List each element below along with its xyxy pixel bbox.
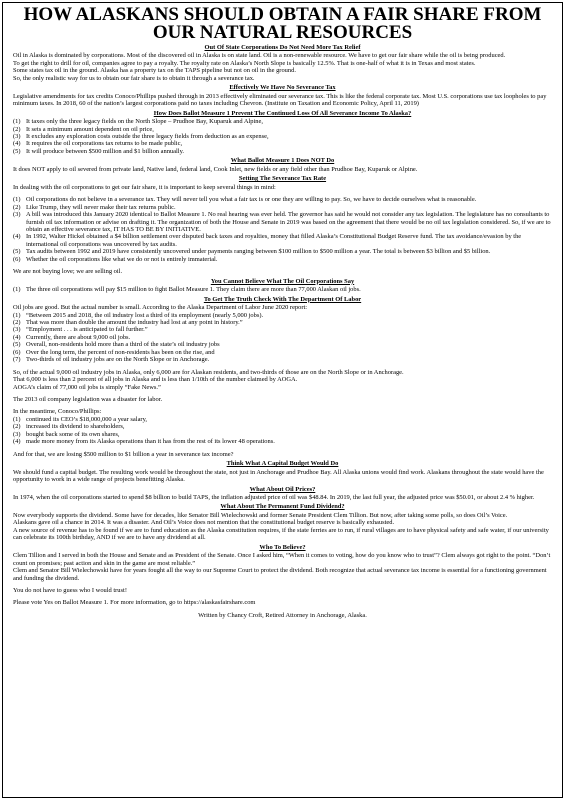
paragraph: So, the only realistic way for us to obtain our fair share is to obtain it through a severance tax. [13,74,255,82]
paragraph: AOGA’s claim of 77,000 oil jobs is simply “Fake News.” [13,383,161,391]
paragraph: So, of the actual 9,000 oil industry jobs in Alaska, only 6,000 are for Alaskan residents, and two-thirds of those are on the North Slope or in Anchorage. [13,368,404,376]
paragraph: To get the right to drill for oil, companies agree to pay a royalty. The royalty rate on Alaska’s North Slope is basically 12.5%. That is one-half of what it is in Texas and most states. [13,59,476,67]
numbered-list [13,286,552,293]
numbered-list [13,118,552,155]
paragraph: Legislative amendments for tax credits Conoco/Phillips pushed through in 2013 effectively eliminated our severance tax. This is like the federal corporate tax. Most U.S. corporations use tax loopholes to pay minimum taxes. In 2018, 60 of the nation’s largest corporations paid no taxes including Chevron. (Institute on Taxation and Economic Policy, April 11, 2019) [13,92,547,108]
paragraph: Clem and Senator Bill Wielechowski have for years fought all the way to our Supreme Court to protect the dividend. Both recognize that actual severance tax income is essential for a functioning government and funding the dividend. [13,567,547,582]
title-line-2: OUR NATURAL RESOURCES [152,22,413,43]
section-heading-capital-budget: Think What A Capital Budget Would Do [226,460,339,468]
paragraph: Oil jobs are good. But the actual number is small. According to the Alaska Department of Labor June 2020 report: [13,304,308,312]
list-item: (1) It taxes only the three legacy fields on the North Slope – Prudhoe Bay, Kuparuk and Alpine, [13,118,263,126]
section-heading-cannot-believe: You Cannot Believe What The Oil Corporations Say [210,277,355,285]
paragraph: It does NOT apply to oil severed from private land, Native land, federal land, Cook Inlet, new fields or any field other than Prudhoe Bay, Kuparuk or Alpine. [13,165,418,173]
section-heading-department-of-labor: To Get The Truth Check With The Department Of Labor [203,295,362,303]
title-line-1: HOW ALASKANS SHOULD OBTAIN A FAIR SHARE FROM [23,4,542,25]
paragraph: You do not have to guess who I would trust! [13,587,127,594]
paragraph: In the meantime, Conoco/Phillips: [13,408,102,416]
list-item: (3) It excludes any exploration costs outside the three legacy fields from deduction as an expense, [13,132,269,140]
list-item: (3) “Employment . . . is anticipated to fall further.” [13,326,148,334]
list-item: (5) It will produce between $500 million and $1 billion annually. [13,147,184,155]
list-item: (3) bought back some of its own shares, [13,430,120,438]
paragraph: Now everybody supports the dividend. Some have for decades, like Senator Bill Wielechowski and former Senate President Clem Tillion. But now, after taking some polls, so does Oil’s Voice. [13,511,508,519]
list-item: (1) The three oil corporations will pay $15 million to fight Ballot Measure 1. They claim there are more than 77,000 Alaskan oil jobs. [13,286,361,294]
signature: Written by Chancy Croft, Retired Attorney in Anchorage, Alaska. [198,611,367,619]
list-item: (4) made more money from its Alaska operations than it has from the rest of its lower 48 operations. [13,438,275,446]
page-title [13,6,552,42]
paragraph: In dealing with the oil corporations to get our fair share, it is important to keep several things in mind: [13,183,276,191]
paragraph: In 1974, when the oil corporations started to spend $8 billion to build TAPS, the inflation adjusted price of oil was $48.84. In 2019, the last full year, the adjusted price was $50.01, or about 2.4 % higher. [13,494,535,502]
list-item: (5) Overall, non-residents hold more than a third of the state’s oil industry jobs [13,341,220,349]
list-item: (1) “Between 2015 and 2018, the oil industry lost a third of its employment (nearly 5,000 jobs). [13,311,264,319]
paragraph: Oil in Alaska is dominated by corporations. Most of the discovered oil in Alaska is on state land. Oil is a non-renewable resource. We have to get our fair share while the oil is being produced. [13,52,506,60]
paragraph: That 6,000 is less than 2 percent of all jobs in Alaska and is less than 1/10th of the number claimed by AOGA. [13,376,298,384]
numbered-list [13,312,552,364]
section-heading-no-severance-tax: Effectively We Have No Severance Tax [229,84,336,92]
section-heading-setting-rate: Setting The Severance Tax Rate [238,175,327,183]
numbered-list [13,196,552,263]
paragraph: We are not buying love; we are selling oil. [13,268,123,276]
list-item: (5) Tax audits between 1992 and 2019 have consistently uncovered under payments ranging between $100 million to $500 million a year. The total is between $3 billion and $5 billion. [13,248,491,256]
list-item: (2) Like Trump, they will never make their tax returns public. [13,203,176,211]
paragraph: The 2013 oil company legislation was a disaster for labor. [13,396,163,404]
list-item: (2) increased its dividend to shareholders, [13,423,125,431]
paragraph: A new source of revenue has to be found if we are to fund education as the Alaska constitution requires, if the state ferries are to run, if rural villages are to have physical safety and safe water, if our university can celebrate its 100th birthday, AND if we are to have any dividend at all. [13,526,549,542]
list-item: (2) It sets a minimum amount dependent on oil price, [13,125,154,133]
section-heading-ballot-measure-prevents: How Does Ballot Measure 1 Prevent The Continued Loss Of All Severance Income To Alaska? [153,109,412,117]
list-item: (3) A bill was introduced this January 2020 identical to Ballot Measure 1. No real hearing was ever held. The governor has said he would not consider any tax legislation. The legislature has no consultants to furnish oil tax information or advise on drafting it. The organization of both the House and Senate in 2019 was based on the agreement that there would be no oil tax legislation considered. So, if we are to obtain an effective severance tax, IT HAS TO BE BY INITIATIVE. [13,211,551,233]
paragraph: Clem Tillion and I served in both the House and Senate and as President of the Senate. Once I asked him, “When it comes to voting, how do you know who to trust”? Clem always got right to the point. “Don’t count on promises; past action and skin in the game are most reliable.” [13,552,551,567]
list-item: (6) Over the long term, the percent of non-residents has been on the rise, and [13,348,215,356]
list-item: (4) Currently, there are about 9,000 oil jobs. [13,333,131,341]
paragraph: We should fund a capital budget. The resulting work would be throughout the state, not just in Anchorage and Prudhoe Bay. All Alaska unions would find work. Alaskans throughout the state would have the opportunity to work in a wide range of projects benefitting Alaska. [13,468,544,484]
paragraph: And for that, we are losing $500 million to $1 billion a year in severance tax income? [13,450,234,458]
closing-call-to-action: Please vote Yes on Ballot Measure 1. For more information, go to https://alaskasfairshare.com [13,599,256,607]
section-heading-does-not-do: What Ballot Measure 1 Does NOT Do [230,157,335,165]
list-item: (4) It requires the oil corporations tax returns to be made public, [13,140,183,148]
section-heading-permanent-fund: What About The Permanent Fund Dividend? [220,503,345,511]
list-item: (6) Whether the oil corporations like what we do or not is entirely immaterial. [13,255,218,263]
list-item: (1) Oil corporations do not believe in a severance tax. They will never tell you what a fair tax is or one they are willing to pay. So, we have to decide ourselves what is reasonable. [13,196,477,204]
section-heading-oil-prices: What About Oil Prices? [249,485,316,493]
paragraph: Alaskans gave oil a chance in 2014. It was a disaster. And Oil’s Voice does not mention that the constitutional budget reserve is basically exhausted. [13,519,395,527]
section-heading-corporations: Out Of State Corporations Do Not Need More Tax Relief [204,44,361,51]
list-item: (2) That was more than double the amount the industry had lost at any point in history.” [13,318,243,326]
list-item: (7) Two-thirds of oil industry jobs are on the North Slope or in Anchorage. [13,356,210,364]
section-heading-who-to-believe: Who To Believe? [259,543,306,551]
list-item: (4) In 1992, Walter Hickel obtained a $4 billion settlement over disputed back taxes and royalties, money that filled Alaska’s Constitutional Budget Reserve fund. The tax avoidance/evasion by the international oil corporations was uncovered by tax audits. [13,233,522,248]
list-item: (1) continued its CEO’s $18,000,000 a year salary, [13,415,147,423]
ad-page [2,2,563,798]
numbered-list [13,416,552,446]
paragraph: Some states tax oil in the ground. Alaska has a property tax on the TAPS pipeline but not on oil in the ground. [13,67,296,75]
